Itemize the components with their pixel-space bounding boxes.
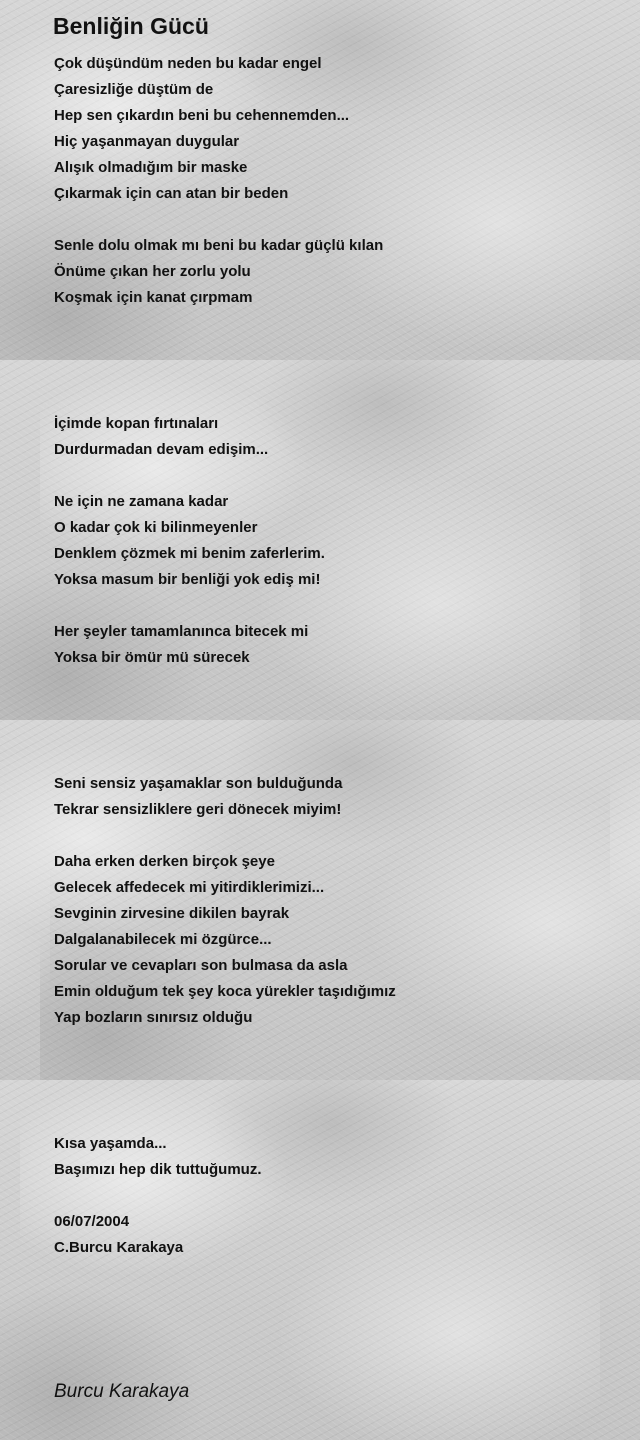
- poem-line: Sevginin zirvesine dikilen bayrak: [54, 905, 290, 922]
- stanza-9: [54, 1209, 183, 1261]
- poem-line: Yoksa masum bir benliği yok ediş mi!: [54, 571, 321, 588]
- poem-line: Durdurmadan devam edişim...: [54, 441, 269, 458]
- stanza-8: [54, 1131, 262, 1183]
- poem-line: Daha erken derken birçok şeye: [54, 853, 275, 870]
- poem-line: Yap bozların sınırsız olduğu: [54, 1009, 253, 1026]
- poem-line: Denklem çözmek mi benim zaferlerim.: [54, 545, 325, 562]
- poem-line: Ne için ne zamana kadar: [54, 493, 229, 510]
- poem-line: Başımızı hep dik tuttuğumuz.: [54, 1161, 262, 1178]
- poem-line: Kısa yaşamda...: [54, 1135, 167, 1152]
- poem-line: O kadar çok ki bilinmeyenler: [54, 519, 258, 536]
- stanza-7: [54, 849, 396, 1031]
- poem-line: İçimde kopan fırtınaları: [54, 415, 219, 432]
- poem-date: 06/07/2004: [54, 1213, 130, 1230]
- poem-line: Çıkarmak için can atan bir beden: [54, 185, 289, 202]
- stanza-1: [54, 51, 349, 207]
- poem-line: Önüme çıkan her zorlu yolu: [54, 263, 251, 280]
- stanza-6: [54, 771, 342, 823]
- stanza-4: [54, 489, 325, 593]
- stanza-5: [54, 619, 308, 671]
- poem-line: Emin olduğum tek şey koca yürekler taşıdığımız: [54, 983, 396, 1000]
- poem-line: Hep sen çıkardın beni bu cehennemden...: [54, 107, 350, 124]
- stanza-3: [54, 411, 268, 463]
- poem-line: Sorular ve cevapları son bulmasa da asla: [54, 957, 348, 974]
- poem-line: Koşmak için kanat çırpmam: [54, 289, 253, 306]
- poem-line: Çok düşündüm neden bu kadar engel: [54, 55, 322, 72]
- poem-signature-line: C.Burcu Karakaya: [54, 1239, 184, 1256]
- poem-line: Seni sensiz yaşamaklar son bulduğunda: [54, 775, 343, 792]
- author-name: Burcu Karakaya: [54, 1381, 190, 1402]
- poem-line: Hiç yaşanmayan duygular: [54, 133, 240, 150]
- poem-line: Gelecek affedecek mi yitirdiklerimizi...: [54, 879, 325, 896]
- poem-line: Yoksa bir ömür mü sürecek: [54, 649, 250, 666]
- poem-title: Benliğin Gücü: [53, 13, 209, 39]
- poem-line: Tekrar sensizliklere geri dönecek miyim!: [54, 801, 342, 818]
- poem-line: Her şeyler tamamlanınca bitecek mi: [54, 623, 309, 640]
- poem-line: Dalgalanabilecek mi özgürce...: [54, 931, 272, 948]
- poem-line: Çaresizliğe düştüm de: [54, 81, 214, 98]
- stanza-2: [54, 233, 383, 311]
- poem-line: Alışık olmadığım bir maske: [54, 159, 248, 176]
- poem-line: Senle dolu olmak mı beni bu kadar güçlü kılan: [54, 237, 384, 254]
